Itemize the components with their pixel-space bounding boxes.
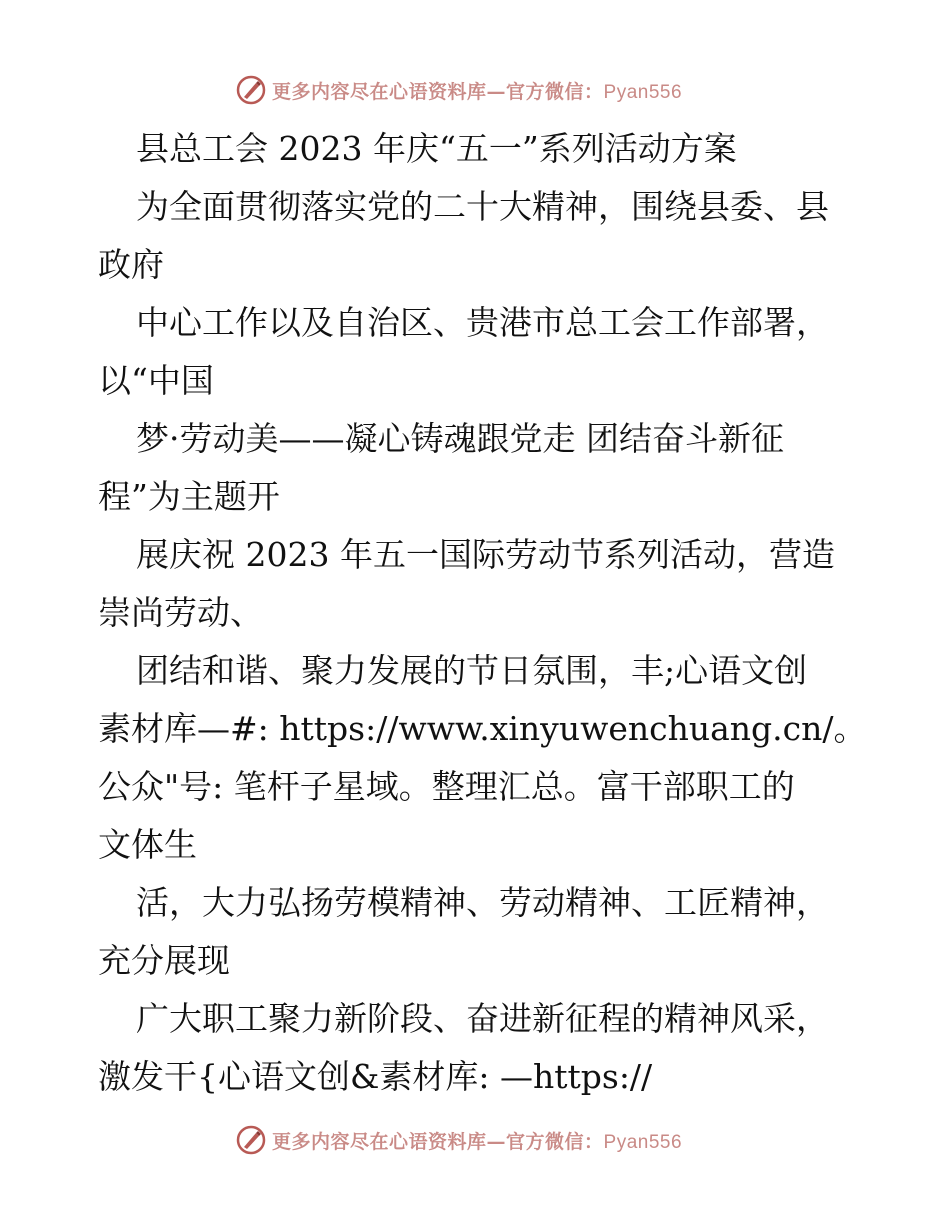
document-title: 县总工会 2023 年庆“五一”系列活动方案 bbox=[136, 129, 737, 168]
watermark-text: 更多内容尽在心语资料库—官方微信：Pyan556 bbox=[272, 80, 683, 103]
paragraph-line: 广大职工聚力新阶段、奋进新征程的精神风采， bbox=[136, 999, 829, 1038]
paragraph-line: 政府 bbox=[98, 245, 164, 284]
watermark-text: 更多内容尽在心语资料库—官方微信：Pyan556 bbox=[272, 1130, 683, 1153]
paragraph-line: 程”为主题开 bbox=[98, 477, 280, 516]
paragraph-line: 公众"号: 笔杆子星域。整理汇总。富干部职工的 bbox=[98, 767, 795, 806]
paragraph-line: 中心工作以及自治区、贵港市总工会工作部署， bbox=[136, 303, 829, 342]
document-body bbox=[98, 120, 867, 1106]
paragraph-line: 以“中国 bbox=[98, 361, 214, 400]
paragraph-line: 充分展现 bbox=[98, 941, 230, 980]
pen-logo-icon bbox=[236, 1125, 266, 1155]
paragraph-line: 展庆祝 2023 年五一国际劳动节系列活动，营造 bbox=[136, 535, 835, 574]
paragraph-line: 崇尚劳动、 bbox=[98, 593, 263, 632]
paragraph-line: 文体生 bbox=[98, 825, 197, 864]
paragraph-line: 活，大力弘扬劳模精神、劳动精神、工匠精神， bbox=[136, 883, 829, 922]
header-watermark bbox=[236, 73, 682, 107]
paragraph-line: 为全面贯彻落实党的二十大精神，围绕县委、县 bbox=[136, 187, 829, 226]
pen-logo-icon bbox=[236, 75, 266, 105]
paragraph-line: 梦·劳动美——凝心铸魂跟党走 团结奋斗新征 bbox=[136, 419, 784, 458]
paragraph-line: 素材库—#: https://www.xinyuwenchuang.cn/。 bbox=[98, 709, 867, 748]
paragraph-line: 激发干{心语文创&素材库: —https:// bbox=[98, 1057, 653, 1096]
paragraph-line: 团结和谐、聚力发展的节日氛围，丰;心语文创 bbox=[136, 651, 808, 690]
footer-watermark bbox=[236, 1123, 682, 1157]
